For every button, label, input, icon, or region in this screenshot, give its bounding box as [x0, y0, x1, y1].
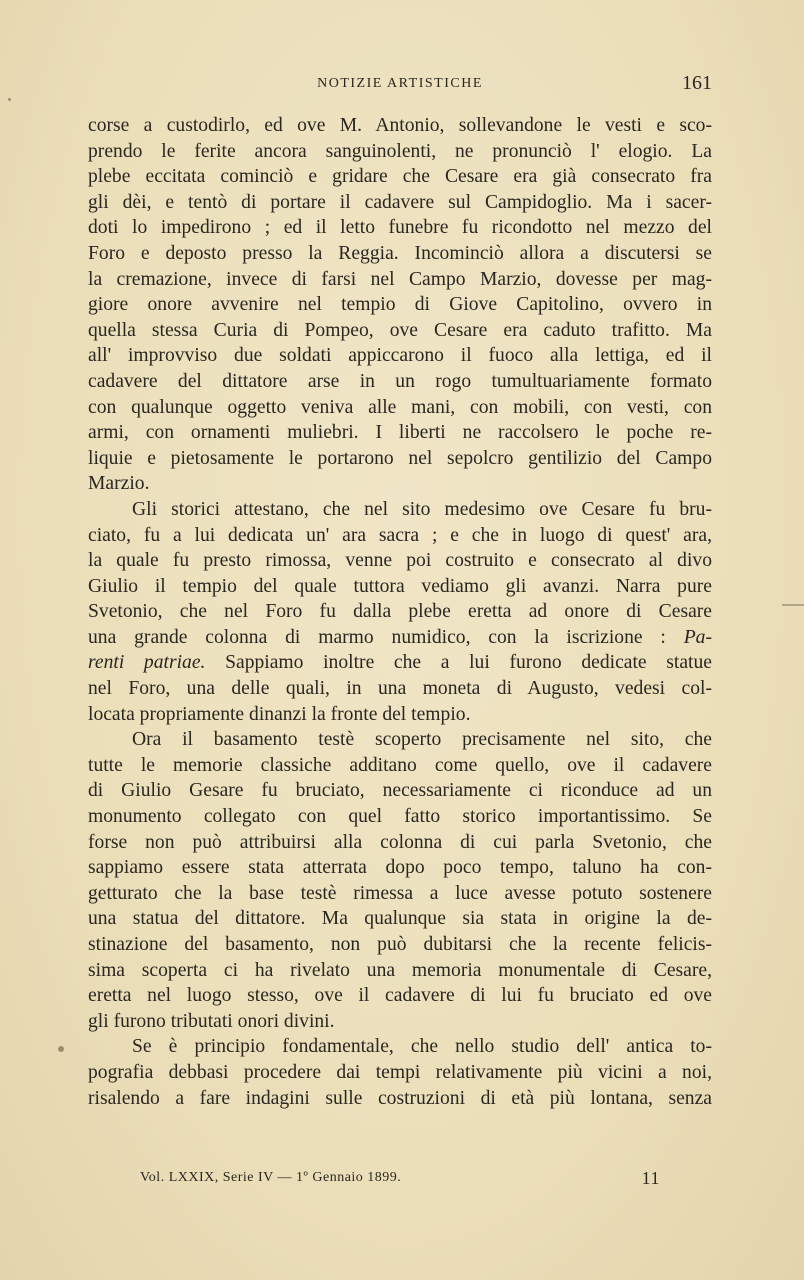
ink-speck: [58, 1046, 64, 1052]
volume-signature: Vol. LXXIX, Serie IV — 1º Gennaio 1899.: [140, 1170, 402, 1185]
inscription-end: renti patriae.: [88, 652, 206, 674]
body-text: [88, 113, 712, 1111]
text-line: tutte le memorie classiche additano come quello, ove il cadavere: [88, 754, 712, 776]
text-line: Ora il basamento testè scoperto precisamente nel sito, che: [132, 729, 712, 751]
page-number: 161: [682, 72, 712, 94]
text-line-start: una grande colonna di marmo numidico, con la iscrizione :: [88, 626, 666, 648]
page-footer: [140, 1168, 660, 1190]
text-line: la cremazione, invece di farsi nel Campo Marzio, dovesse per mag-: [88, 268, 712, 290]
text-line: gli dèi, e tentò di portare il cadavere sul Campidoglio. Ma i sacer-: [88, 191, 712, 213]
paragraph-2: [88, 497, 712, 727]
text-line: giore onore avvenire nel tempio di Giove Capitolino, ovvero in: [88, 294, 712, 316]
page-header: [88, 72, 712, 100]
text-line: nel Foro, una delle quali, in una moneta di Augusto, vedesi col-: [88, 678, 712, 700]
text-line: forse non può attribuirsi alla colonna di cui parla Svetonio, che: [88, 831, 712, 853]
running-title: NOTIZIE ARTISTICHE: [317, 76, 483, 91]
text-line: Se è principio fondamentale, che nello studio dell' antica to-: [132, 1036, 712, 1058]
text-line: [88, 625, 712, 651]
text-line: con qualunque oggetto veniva alle mani, con mobili, con vesti, con: [88, 396, 712, 418]
text-line: prendo le ferite ancora sanguinolenti, ne pronunciò l' elogio. La: [88, 140, 712, 162]
text-line: Svetonio, che nel Foro fu dalla plebe eretta ad onore di Cesare: [88, 601, 712, 623]
paragraph-1: [88, 113, 712, 497]
text-line: quella stessa Curia di Pompeo, ove Cesare era caduto trafitto. Ma: [88, 319, 712, 341]
text-line: Marzio.: [88, 473, 150, 495]
text-line: una statua del dittatore. Ma qualunque sia stata in origine la de-: [88, 908, 712, 930]
text-line: plebe eccitata cominciò e gridare che Cesare era già consecrato fra: [88, 166, 712, 188]
paragraph-4: [88, 1034, 712, 1111]
paragraph-3: [88, 727, 712, 1034]
signature-mark: 11: [641, 1168, 660, 1188]
text-line: getturato che la base testè rimessa a luce avesse potuto sostenere: [88, 882, 712, 904]
page-edge-mark: [782, 604, 804, 606]
text-line: monumento collegato con quel fatto storico importantissimo. Se: [88, 806, 712, 828]
text-line: Giulio il tempio del quale tuttora vediamo gli avanzi. Narra pure: [88, 575, 712, 597]
text-line: pografia debbasi procedere dai tempi relativamente più vicini a noi,: [88, 1061, 712, 1083]
text-line: sima scoperta ci ha rivelato una memoria monumentale di Cesare,: [88, 959, 712, 981]
text-line: corse a custodirlo, ed ove M. Antonio, sollevandone le vesti e sco-: [88, 115, 712, 136]
text-line: risalendo a fare indagini sulle costruzioni di età più lontana, senza: [88, 1087, 712, 1109]
text-line: locata propriamente dinanzi la fronte del tempio.: [88, 703, 471, 725]
text-line: ciato, fu a lui dedicata un' ara sacra ; e che in luogo di quest' ara,: [88, 524, 712, 546]
text-line: doti lo impedirono ; ed il letto funebre fu ricondotto nel mezzo del: [88, 217, 712, 239]
text-line: liquie e pietosamente le portarono nel sepolcro gentilizio del Campo: [88, 447, 712, 469]
text-line: eretta nel luogo stesso, ove il cadavere di lui fu bruciato ed ove: [88, 985, 712, 1007]
text-line: armi, con ornamenti muliebri. I liberti ne raccolsero le poche re-: [88, 422, 712, 444]
text-line: [88, 650, 712, 676]
text-line: Foro e deposto presso la Reggia. Incominciò allora a discutersi se: [88, 242, 712, 264]
inscription-start: Pa-: [683, 626, 712, 648]
text-line: Gli storici attestano, che nel sito medesimo ove Cesare fu bru-: [132, 498, 712, 520]
text-line: gli furono tributati onori divini.: [88, 1010, 335, 1032]
text-line: di Giulio Gesare fu bruciato, necessariamente ci riconduce ad un: [88, 780, 712, 802]
text-line: all' improvviso due soldati appiccarono il fuoco alla lettiga, ed il: [88, 345, 712, 367]
text-line: la quale fu presto rimossa, venne poi costruito e consecrato al divo: [88, 550, 712, 572]
text-line: stinazione del basamento, non può dubitarsi che la recente felicis-: [88, 934, 712, 955]
text-line-rest: Sappiamo inoltre che a lui furono dedicate statue: [225, 652, 712, 674]
text-line: sappiamo essere stata atterrata dopo poco tempo, taluno ha con-: [88, 857, 712, 879]
ink-speck: [8, 98, 11, 101]
text-line: cadavere del dittatore arse in un rogo tumultuariamente formato: [88, 370, 712, 392]
